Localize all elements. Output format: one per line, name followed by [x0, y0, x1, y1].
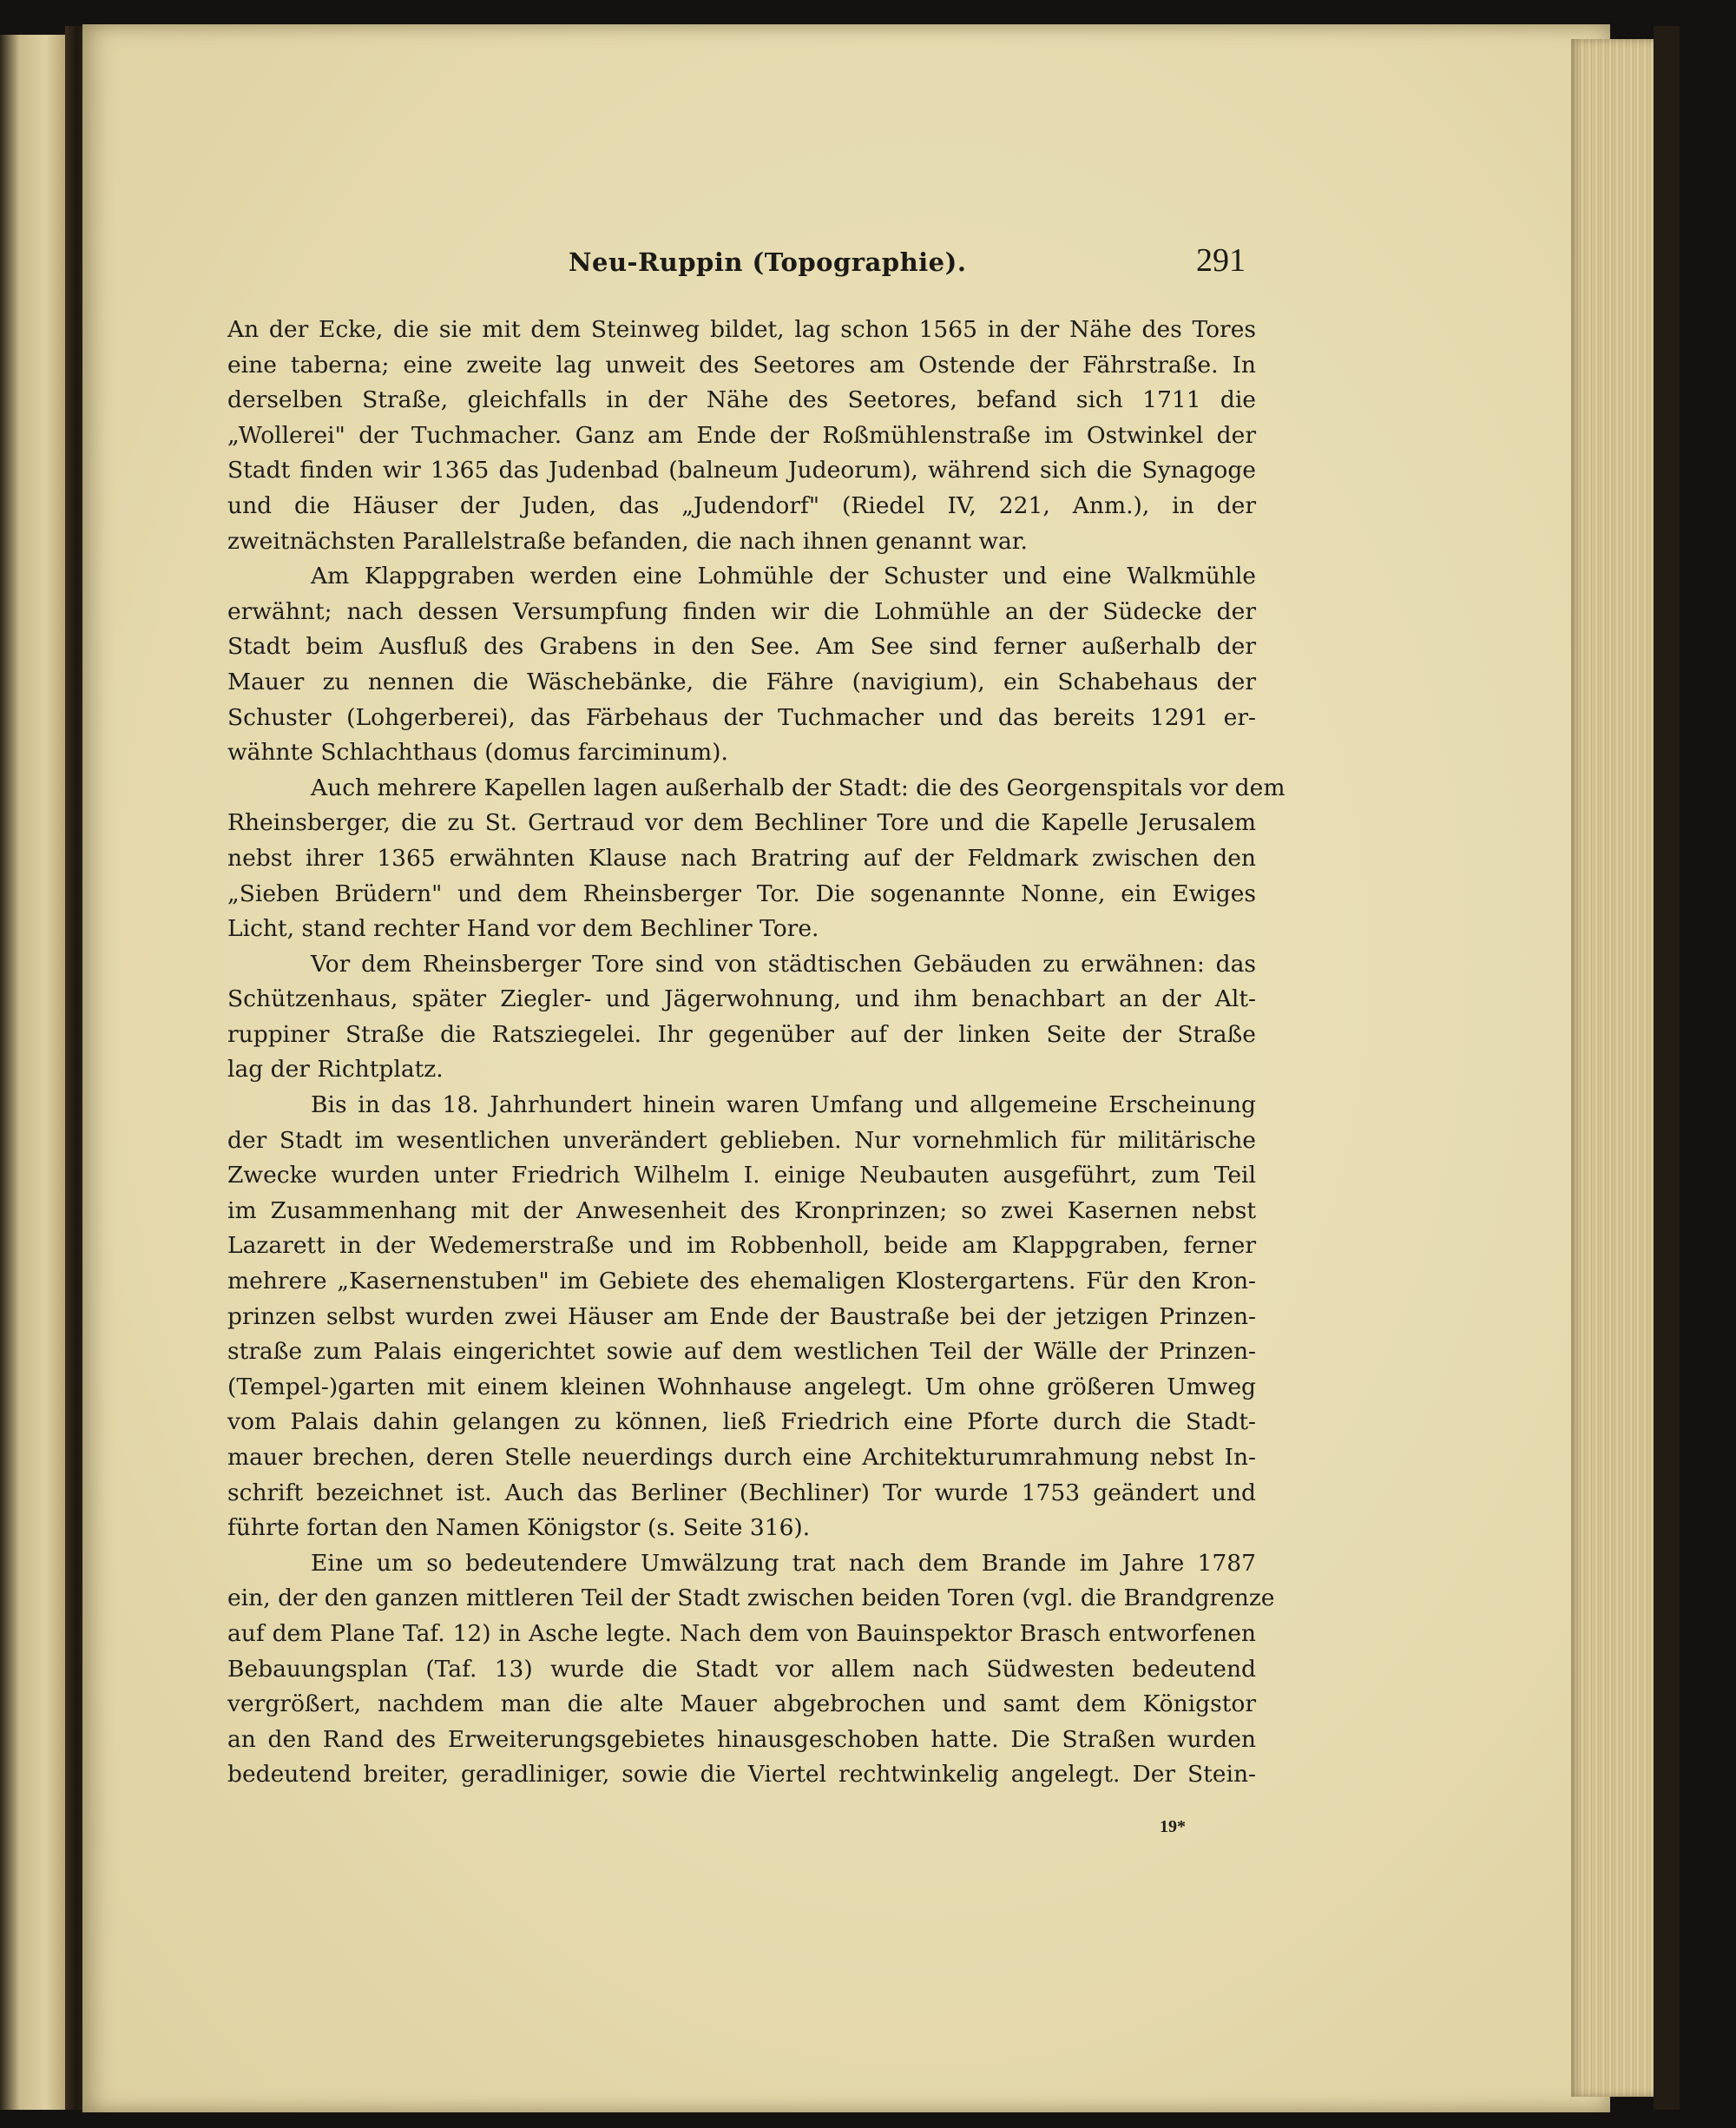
- paragraph: [227, 1088, 1256, 1546]
- text-line: prinzen selbst wurden zwei Häuser am Ende der Baustraße bei der jetzigen Prinzen-: [227, 1302, 1256, 1330]
- text-line: Bis in das 18. Jahrhundert hinein waren Umfang und allgemeine Erscheinung: [311, 1091, 1256, 1119]
- text-line: Bebauungsplan (Taf. 13) wurde die Stadt vor allem nach Südwesten bedeutend: [227, 1655, 1256, 1683]
- text-line: führte fortan den Namen Königstor (s. Seite 316).: [227, 1514, 811, 1542]
- paragraph: [227, 313, 1256, 559]
- paragraph: [227, 771, 1286, 947]
- text-line: erwähnt; nach dessen Versumpfung finden wir die Lohmühle an der Südecke der: [227, 597, 1256, 625]
- text-line: eine taberna; eine zweite lag unweit des Seetores am Ostende der Fährstraße. In: [227, 351, 1256, 379]
- text-line: „Sieben Brüdern" und dem Rheinsberger Tor. Die sogenannte Nonne, ein Ewiges: [227, 880, 1256, 907]
- text-line: An der Ecke, die sie mit dem Steinweg bildet, lag schon 1565 in der Nähe des Tores: [227, 316, 1256, 343]
- text-line: Eine um so bedeutendere Umwälzung trat nach dem Brande im Jahre 1787: [311, 1549, 1256, 1577]
- text-line: vom Palais dahin gelangen zu können, ließ Friedrich eine Pforte durch die Stadt-: [227, 1408, 1256, 1436]
- text-line: schrift bezeichnet ist. Auch das Berliner (Bechliner) Tor wurde 1753 geändert und: [227, 1479, 1256, 1506]
- text-line: nebst ihrer 1365 erwähnten Klause nach Bratring auf der Feldmark zwischen den: [227, 844, 1256, 872]
- text-line: Auch mehrere Kapellen lagen außerhalb der Stadt: die des Georgenspitals vor dem: [311, 774, 1286, 801]
- text-line: Schuster (Lohgerberei), das Färbehaus der Tuchmacher und das bereits 1291 er-: [227, 703, 1256, 731]
- text-line: wähnte Schlachthaus (domus farciminum).: [227, 739, 728, 767]
- facing-page-edge: [0, 35, 65, 2110]
- paragraph: [227, 559, 1256, 771]
- text-line: ruppiner Straße die Ratsziegelei. Ihr gegenüber auf der linken Seite der Straße: [227, 1020, 1256, 1048]
- text-line: Schützenhaus, später Ziegler- und Jägerwohnung, und ihm benachbart an der Alt-: [227, 985, 1256, 1013]
- text-line: der Stadt im wesentlichen unverändert geblieben. Nur vornehmlich für militärische: [227, 1126, 1256, 1154]
- signature-mark: 19*: [1160, 1817, 1186, 1836]
- text-line: Vor dem Rheinsberger Tore sind von städtischen Gebäuden zu erwähnen: das: [311, 950, 1256, 978]
- text-line: Rheinsberger, die zu St. Gertraud vor dem Bechliner Tore und die Kapelle Jerusalem: [227, 809, 1256, 837]
- text-line: (Tempel-)garten mit einem kleinen Wohnhause angelegt. Um ohne größeren Umweg: [227, 1373, 1256, 1400]
- text-line: straße zum Palais eingerichtet sowie auf dem westlichen Teil der Wälle der Prinzen-: [227, 1338, 1256, 1366]
- text-line: mauer brechen, deren Stelle neuerdings durch eine Architekturumrahmung nebst In-: [227, 1444, 1256, 1471]
- text-line: an den Rand des Erweiterungsgebietes hinausgeschoben hatte. Die Straßen wurden: [227, 1725, 1256, 1753]
- text-line: „Wollerei" der Tuchmacher. Ganz am Ende der Roßmühlenstraße im Ostwinkel der: [227, 421, 1256, 449]
- text-line: bedeutend breiter, geradliniger, sowie die Viertel rechtwinkelig angelegt. Der Stein-: [227, 1761, 1256, 1789]
- text-line: Licht, stand rechter Hand vor dem Bechliner Tore.: [227, 915, 819, 943]
- text-line: auf dem Plane Taf. 12) in Asche legte. Nach dem von Bauinspektor Brasch entworfenen: [227, 1619, 1256, 1647]
- text-line: lag der Richtplatz.: [227, 1056, 444, 1084]
- text-line: Am Klappgraben werden eine Lohmühle der Schuster und eine Walkmühle: [311, 563, 1256, 590]
- book-gutter: [65, 26, 84, 2110]
- text-line: Stadt beim Ausfluß des Grabens in den See. Am See sind ferner außerhalb der: [227, 633, 1256, 661]
- text-line: und die Häuser der Juden, das „Judendorf" (Riedel IV, 221, Anm.), in der: [227, 491, 1256, 519]
- text-line: derselben Straße, gleichfalls in der Nähe des Seetores, befand sich 1711 die: [227, 386, 1256, 414]
- paragraph: [227, 1546, 1275, 1793]
- text-line: im Zusammenhang mit der Anwesenheit des Kronprinzen; so zwei Kasernen nebst: [227, 1196, 1256, 1224]
- text-line: Lazarett in der Wedemerstraße und im Robbenholl, beide am Klappgraben, ferner: [227, 1232, 1256, 1260]
- text-line: mehrere „Kasernenstuben" im Gebiete des ehemaligen Klostergartens. Für den Kron-: [227, 1268, 1256, 1295]
- text-line: ein, der den ganzen mittleren Teil der Stadt zwischen beiden Toren (vgl. die Brandgrenze: [227, 1584, 1275, 1612]
- text-line: Stadt finden wir 1365 das Judenbad (balneum Judeorum), während sich die Synagoge: [227, 457, 1256, 484]
- text-line: Zwecke wurden unter Friedrich Wilhelm I. einige Neubauten ausgeführt, zum Teil: [227, 1162, 1256, 1189]
- text-line: zweitnächsten Parallelstraße befanden, die nach ihnen genannt war.: [227, 527, 1028, 555]
- text-line: vergrößert, nachdem man die alte Mauer abgebrochen und samt dem Königstor: [227, 1690, 1256, 1718]
- running-head: Neu-Ruppin (Topographie).: [569, 247, 967, 277]
- book-cover-edge: [1654, 26, 1680, 2110]
- page-number: 291: [1196, 242, 1246, 279]
- page-block-edges: [1571, 39, 1658, 2097]
- body-text: [227, 313, 1286, 1793]
- text-line: Mauer zu nennen die Wäschebänke, die Fähre (navigium), ein Schabehaus der: [227, 668, 1256, 695]
- paragraph: [227, 947, 1256, 1088]
